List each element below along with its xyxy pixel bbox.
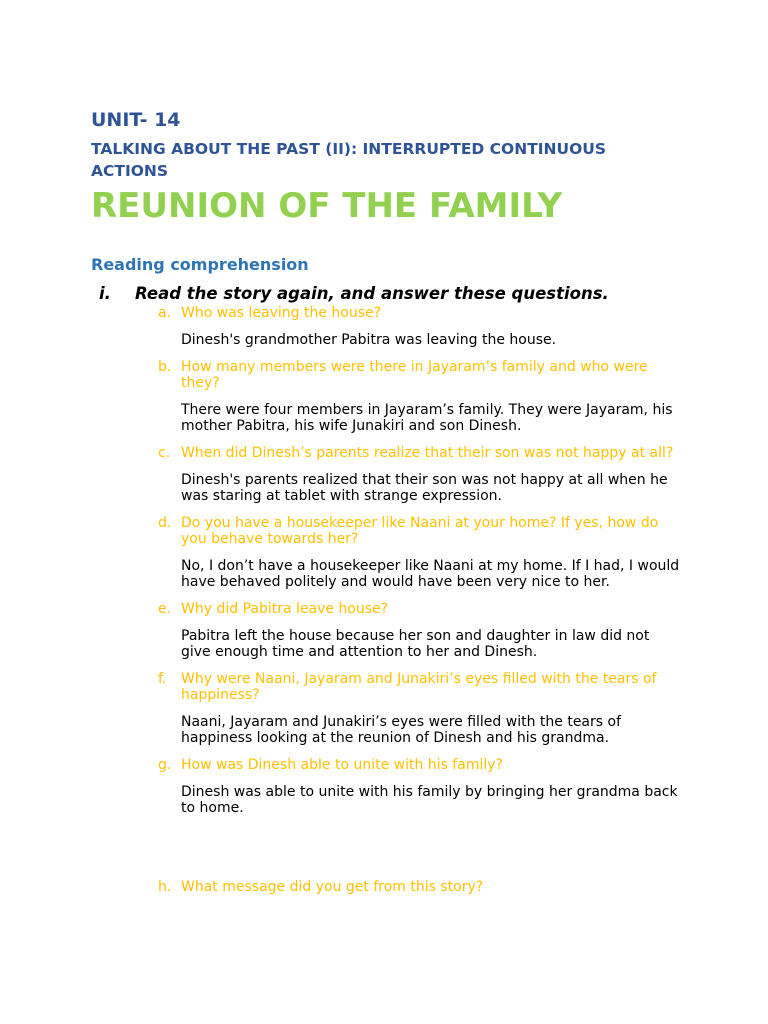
question-item-d <box>91 515 681 591</box>
question-letter: a. <box>158 305 172 321</box>
question-item-a <box>91 305 681 349</box>
question-text: Why were Naani, Jayaram and Junakiri’s eyes filled with the tears of happiness? <box>181 670 657 703</box>
question-letter: d. <box>158 514 172 531</box>
answer-text: Dinesh's grandmother Pabitra was leaving the house. <box>181 332 557 348</box>
question-text: Why did Pabitra leave house? <box>181 600 389 617</box>
question-text: When did Dinesh’s parents realize that their son was not happy at all? <box>181 444 674 461</box>
document-page <box>91 108 691 895</box>
question-letter: h. <box>158 878 172 895</box>
answer-text: Pabitra left the house because her son and daughter in law did not give enough time and attention to her and Dinesh. <box>181 627 650 660</box>
answer-text: No, I don’t have a housekeeper like Naani at my home. If I had, I would have behaved politely and would have been very nice to her. <box>181 557 680 590</box>
question-item-h <box>91 879 681 895</box>
unit-subtitle: TALKING ABOUT THE PAST (II): INTERRUPTED CONTINUOUS ACTIONS <box>91 140 607 180</box>
instruction-number: i. <box>99 284 111 303</box>
question-text: How many members were there in Jayaram’s family and who were they? <box>181 358 648 391</box>
story-title: REUNION OF THE FAMILY <box>91 186 563 226</box>
question-letter: g. <box>158 756 172 773</box>
question-list <box>91 305 691 895</box>
question-item-e <box>91 601 681 661</box>
question-item-f <box>91 671 681 747</box>
answer-text: Dinesh was able to unite with his family by bringing her grandma back to home. <box>181 783 678 816</box>
answer-text: There were four members in Jayaram’s family. They were Jayaram, his mother Pabitra, his wife Junakiri and son Dinesh. <box>181 401 673 434</box>
question-letter: b. <box>158 358 172 375</box>
question-text: How was Dinesh able to unite with his family? <box>181 756 503 773</box>
question-text: Who was leaving the house? <box>181 305 382 321</box>
answer-text: Naani, Jayaram and Junakiri’s eyes were filled with the tears of happiness looking at the reunion of Dinesh and his grandma. <box>181 713 622 746</box>
question-item-g <box>91 757 681 817</box>
question-letter: e. <box>158 600 172 617</box>
instruction-text: Read the story again, and answer these questions. <box>135 284 609 303</box>
question-text: What message did you get from this story? <box>181 878 484 895</box>
question-letter: c. <box>158 444 171 461</box>
instruction <box>99 283 691 305</box>
section-heading: Reading comprehension <box>91 255 309 274</box>
answer-text: Dinesh's parents realized that their son was not happy at all when he was staring at tablet with strange expression. <box>181 471 668 504</box>
question-item-b <box>91 359 681 435</box>
question-letter: f. <box>158 670 167 687</box>
question-text: Do you have a housekeeper like Naani at your home? If yes, how do you behave towards her? <box>181 514 659 547</box>
question-item-c <box>91 445 681 505</box>
unit-heading: UNIT- 14 <box>91 109 181 131</box>
